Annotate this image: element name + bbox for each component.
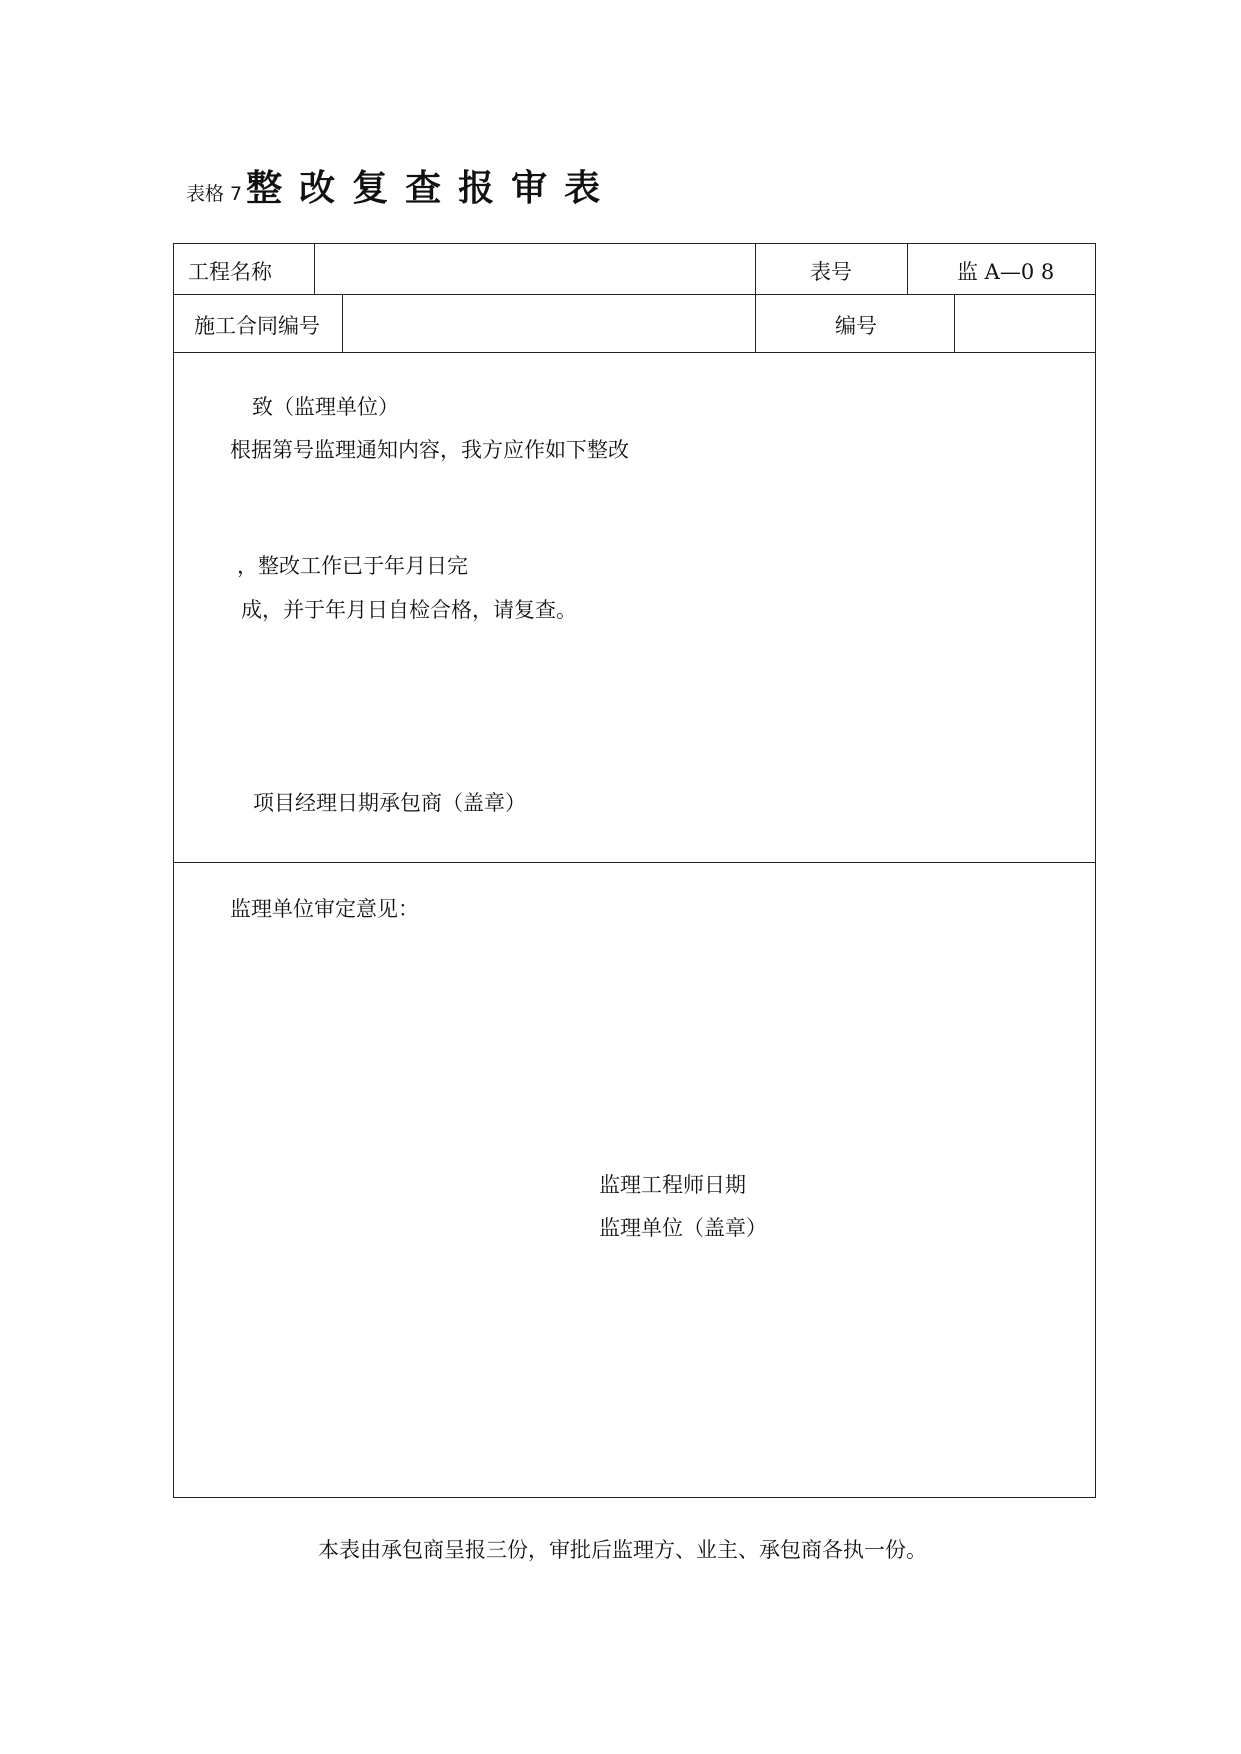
cell-divider xyxy=(755,244,756,352)
form-title-main: 整改复查报审表 xyxy=(246,168,618,209)
addressee-line: 致（监理单位） xyxy=(252,395,399,419)
contract-number-label: 施工合同编号 xyxy=(194,314,320,338)
form-number-value: 监 A—0 8 xyxy=(957,260,1055,284)
row-divider xyxy=(174,294,1095,295)
supervising-unit-stamp-line: 监理单位（盖章） xyxy=(599,1216,767,1240)
serial-number-label: 编号 xyxy=(835,314,877,338)
row-divider xyxy=(174,352,1095,353)
form-number-label: 表号 xyxy=(810,260,852,284)
section-divider xyxy=(174,862,1095,863)
cell-divider xyxy=(314,244,315,294)
cell-divider xyxy=(954,294,955,352)
supervising-engineer-line: 监理工程师日期 xyxy=(599,1173,746,1197)
project-name-label: 工程名称 xyxy=(188,260,272,284)
cell-divider xyxy=(342,294,343,352)
footer-note: 本表由承包商呈报三份，审批后监理方、业主、承包商各执一份。 xyxy=(318,1538,927,1562)
self-check-line: 成，并于年月日自检合格，请复查。 xyxy=(241,598,577,622)
form-title-prefix: 表格 7 xyxy=(186,183,243,205)
review-form-table xyxy=(173,243,1096,1498)
rectification-intro: 根据第号监理通知内容，我方应作如下整改 xyxy=(230,438,629,462)
form-title xyxy=(186,160,617,211)
supervisor-opinion-label: 监理单位审定意见： xyxy=(230,897,419,921)
cell-divider xyxy=(907,244,908,294)
contractor-signature-line: 项目经理日期承包商（盖章） xyxy=(253,791,526,815)
rectification-completed-line: ，整改工作已于年月日完 xyxy=(237,554,468,578)
